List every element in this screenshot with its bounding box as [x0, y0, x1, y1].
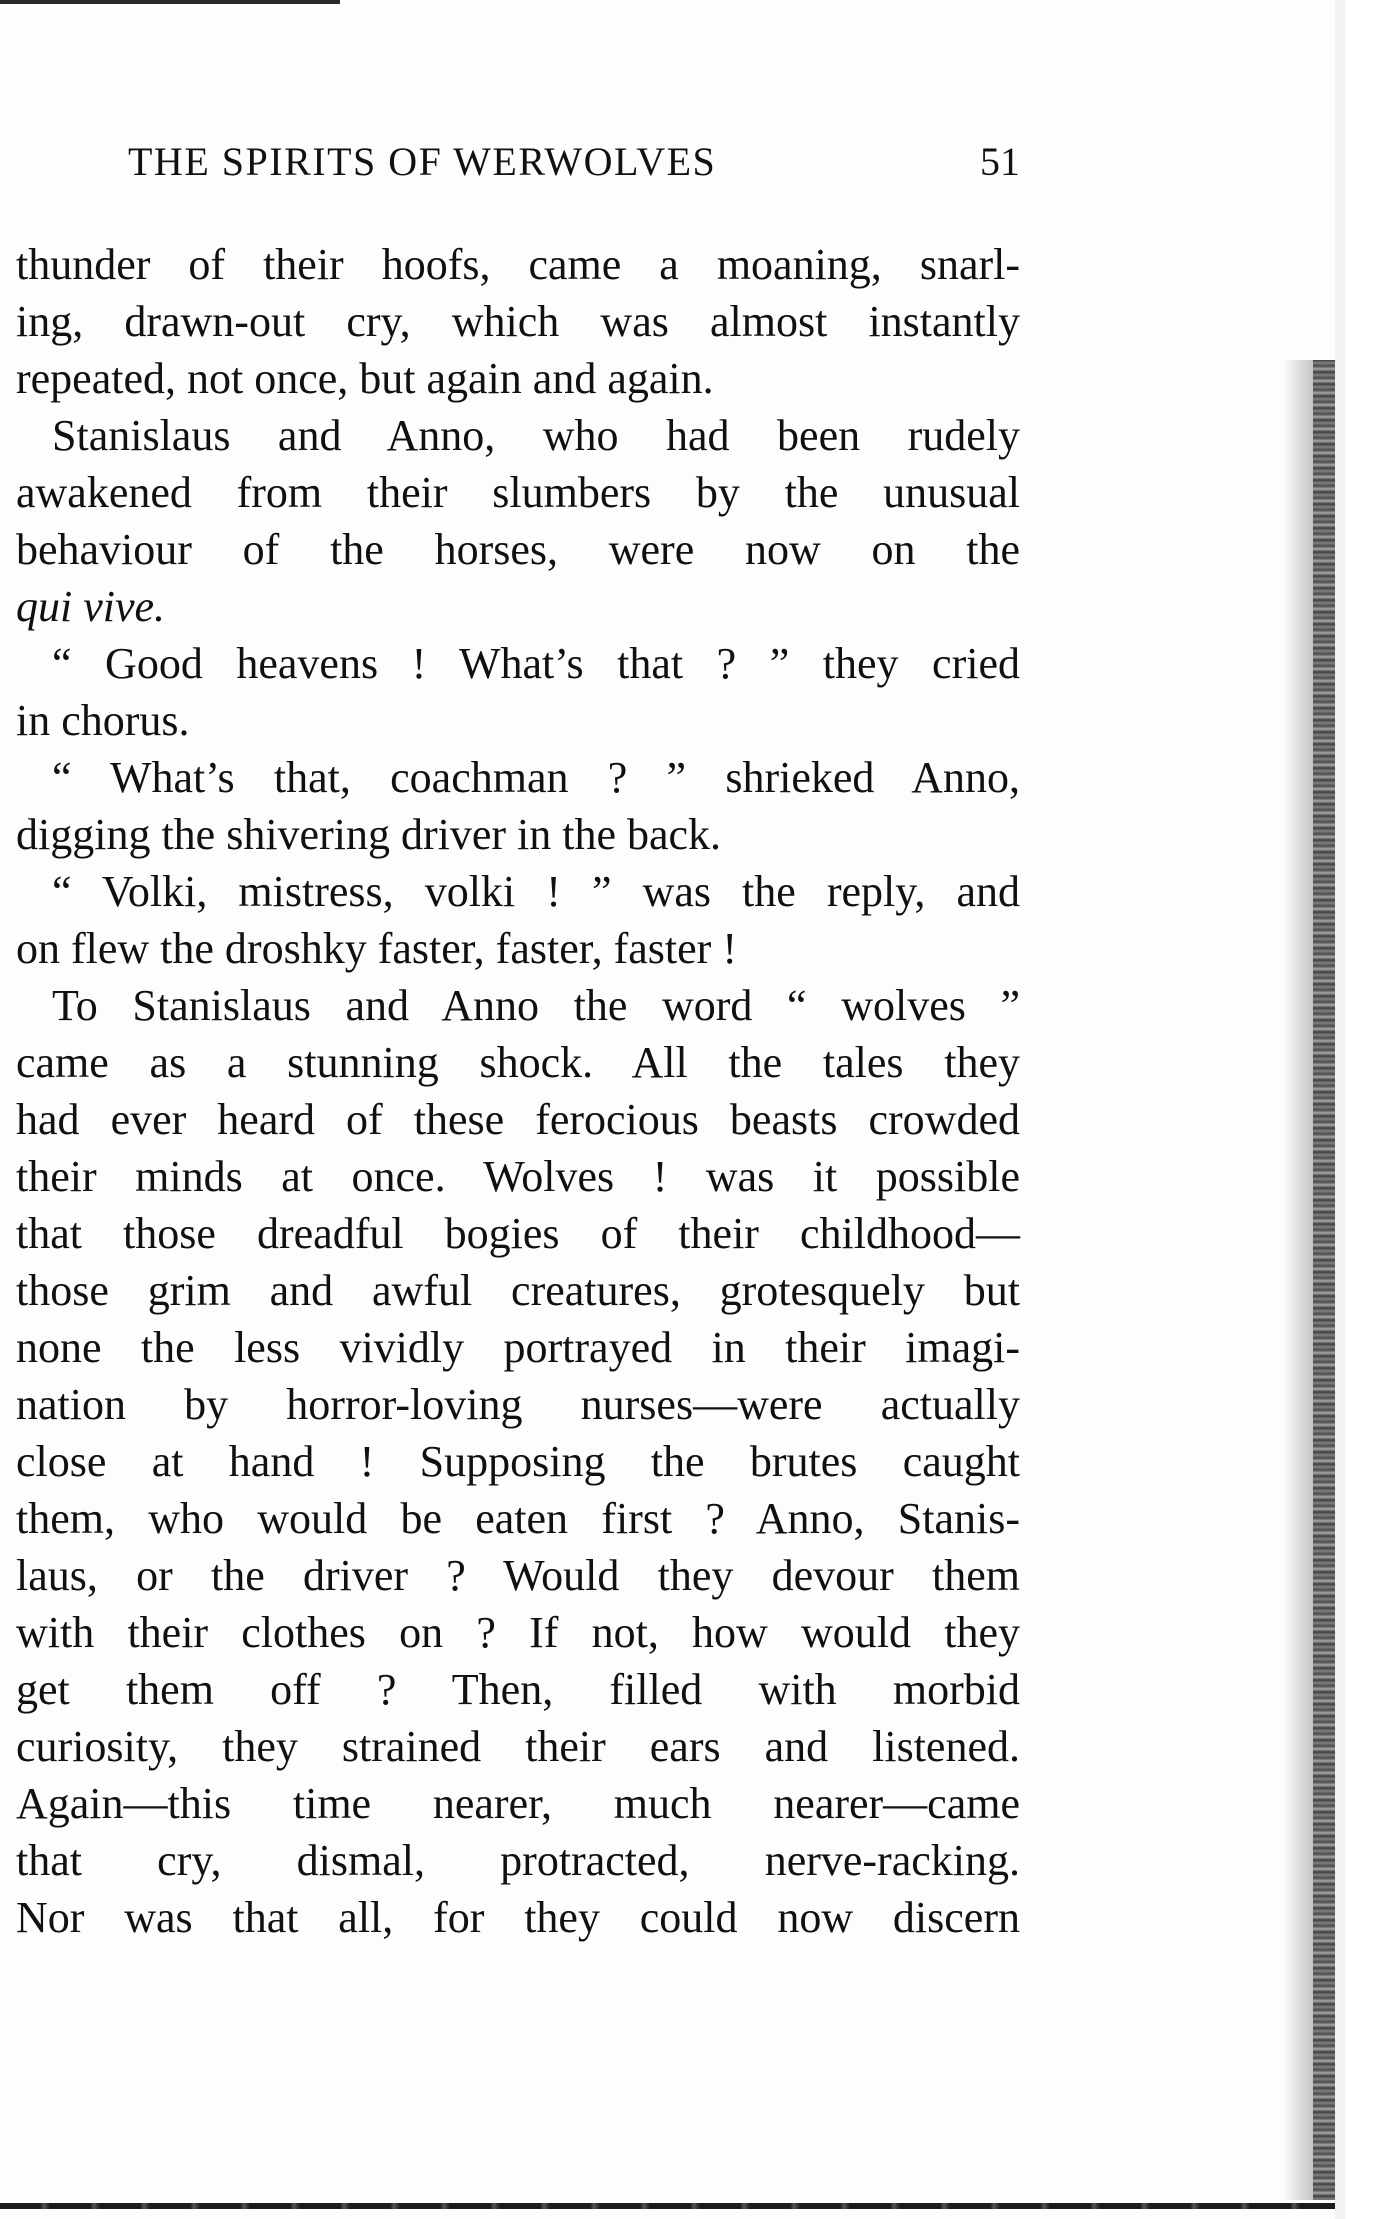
text-line: “ Volki, mistress, volki ! ” was the reply, and	[52, 867, 1020, 916]
text-line: thunder of their hoofs, came a moaning, snarl-	[16, 240, 1020, 289]
page-header	[120, 138, 1020, 188]
text-line: those grim and awful creatures, grotesquely but	[16, 1266, 1020, 1315]
text-line: “ What’s that, coachman ? ” shrieked Anno,	[52, 753, 1020, 802]
text-line: them, who would be eaten first ? Anno, Stanis-	[16, 1494, 1020, 1543]
text-line: Stanislaus and Anno, who had been rudely	[52, 411, 1020, 460]
text-line: their minds at once. Wolves ! was it possible	[16, 1152, 1020, 1201]
text-line: had ever heard of these ferocious beasts crowded	[16, 1095, 1020, 1144]
text-line: behaviour of the horses, were now on the	[16, 525, 1020, 574]
text-line: awakened from their slumbers by the unusual	[16, 468, 1020, 517]
text-line: repeated, not once, but again and again.	[16, 354, 714, 403]
text-line: curiosity, they strained their ears and listened.	[16, 1722, 1020, 1771]
text-line: “ Good heavens ! What’s that ? ” they cried	[52, 639, 1020, 688]
page-number: 51	[980, 139, 1020, 184]
text-line: To Stanislaus and Anno the word “ wolves ”	[52, 981, 1020, 1030]
text-line: came as a stunning shock. All the tales they	[16, 1038, 1020, 1087]
body-text	[16, 236, 1020, 1946]
text-line: laus, or the driver ? Would they devour them	[16, 1551, 1020, 1600]
text-line: with their clothes on ? If not, how would they	[16, 1608, 1020, 1657]
text-line: get them off ? Then, filled with morbid	[16, 1665, 1020, 1714]
text-line: that cry, dismal, protracted, nerve-racking.	[16, 1836, 1020, 1885]
scanned-page-edge	[1313, 360, 1335, 2200]
page-edge-shadow	[1283, 360, 1313, 2200]
text-line: close at hand ! Supposing the brutes caught	[16, 1437, 1020, 1486]
scan-bottom-edge	[0, 2203, 1335, 2209]
running-head: THE SPIRITS OF WERWOLVES	[128, 139, 717, 184]
text-line: none the less vividly portrayed in their imagi-	[16, 1323, 1020, 1372]
text-line: Again—this time nearer, much nearer—came	[16, 1779, 1020, 1828]
text-line: digging the shivering driver in the back.	[16, 810, 722, 859]
text-line: ing, drawn-out cry, which was almost instantly	[16, 297, 1020, 346]
text-line: on flew the droshky faster, faster, faster !	[16, 924, 737, 973]
text-line: Nor was that all, for they could now discern	[16, 1893, 1020, 1942]
text-line: in chorus.	[16, 696, 190, 745]
scan-top-edge	[0, 0, 340, 4]
text-line: qui vive.	[16, 582, 166, 631]
text-line: that those dreadful bogies of their childhood—	[16, 1209, 1020, 1258]
text-line: nation by horror-loving nurses—were actually	[16, 1380, 1020, 1429]
